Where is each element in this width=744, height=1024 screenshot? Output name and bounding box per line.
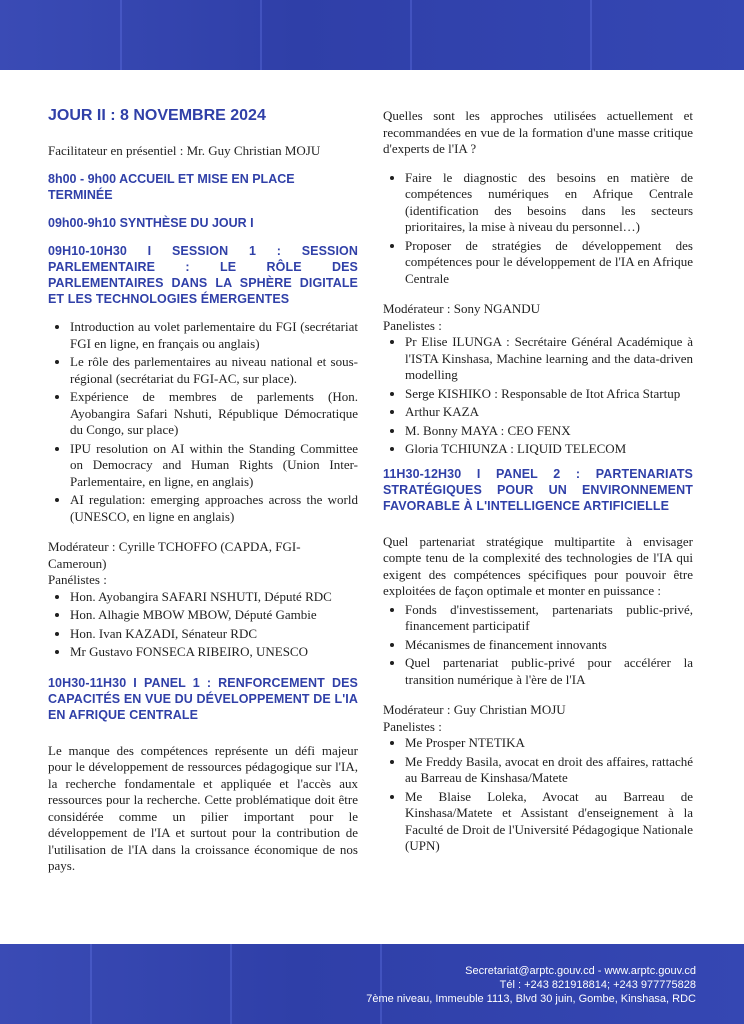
- list-item: • Fonds d'investissement, partenariats public-privé, financement participatif: [405, 602, 693, 635]
- list-item: • Introduction au volet parlementaire du FGI (secrétariat FGI en ligne, en français ou anglais): [70, 319, 358, 352]
- list-item: • Hon. Alhagie MBOW MBOW, Député Gambie: [70, 607, 358, 624]
- list-item: • Expérience de membres de parlements (Hon. Ayobangira Safari Nshuti, République Démocratique du Congo, sur place): [70, 389, 358, 439]
- question1-text: Quelles sont les approches utilisées actuellement et recommandées en vue de la formation d'une masse critique d'experts de l'IA ?: [383, 108, 693, 156]
- list-item: • M. Bonny MAYA : CEO FENX: [405, 423, 693, 440]
- panel1-panelists: [383, 334, 693, 458]
- footer-contact: [366, 964, 696, 1006]
- list-item: • Quel partenariat public-privé pour accélérer la transition numérique à l'ère de l'IA: [405, 655, 693, 688]
- session1-panelists: [48, 589, 358, 661]
- panelists-label: Panélistes :: [48, 572, 107, 587]
- list-item: • IPU resolution on AI within the Standing Committee on Democracy and Human Rights (Union Inter-Parlementaire, en ligne, en anglais): [70, 441, 358, 491]
- facilitator-text: Facilitateur en présentiel : Mr. Guy Christian MOJU: [48, 142, 321, 158]
- question2-list: [383, 602, 693, 689]
- right-column: [383, 108, 693, 869]
- list-item: • Gloria TCHIUNZA : LIQUID TELECOM: [405, 441, 693, 458]
- list-item: • Faire le diagnostic des besoins en matière de compétences numériques en Afrique Centrale (identification des besoins dans les secteurs prioritaires, la mise à niveau du personnel…): [405, 170, 693, 236]
- session1-heading: 09H10-10H30 I SESSION 1 : SESSION PARLEMENTAIRE : LE RÔLE DES PARLEMENTAIRES DANS LA SPHÈRE DIGITALE ET LES TECHNOLOGIES ÉMERGENTES: [48, 244, 358, 306]
- list-item: • Le rôle des parlementaires au niveau national et sous-régional (secrétariat du FGI-AC, sur place).: [70, 354, 358, 387]
- panel1-moderator: Modérateur : Sony NGANDU: [383, 301, 541, 316]
- list-item: • Me Prosper NTETIKA: [405, 735, 693, 752]
- footer-email-web: Secretariat@arptc.gouv.cd - www.arptc.gouv.cd: [465, 965, 696, 977]
- synthesis-heading: 09h00-9h10 SYNTHÈSE DU JOUR I: [48, 216, 254, 230]
- header-band: [0, 0, 744, 70]
- footer-address: 7ème niveau, Immeuble 1113, Blvd 30 juin, Gombe, Kinshasa, RDC: [366, 993, 696, 1005]
- list-item: • Hon. Ayobangira SAFARI NSHUTI, Député RDC: [70, 589, 358, 606]
- list-item: • Arthur KAZA: [405, 404, 693, 421]
- question2-text: Quel partenariat stratégique multipartite à envisager compte tenu de la complexité des technologies de l'IA qui exigent des compétences spécifiques pour pouvoir être exploitées de façon optimale et monter en puissance :: [383, 533, 693, 598]
- question1-list: [383, 170, 693, 288]
- welcome-heading: 8h00 - 9h00 ACCUEIL ET MISE EN PLACE TERMINÉE: [48, 172, 295, 202]
- panel1-heading: 10H30-11H30 I PANEL 1 : RENFORCEMENT DES CAPACITÉS EN VUE DU DÉVELOPPEMENT DE L'IA EN AFRIQUE CENTRALE: [48, 675, 358, 722]
- list-item: • Proposer de stratégies de développement des compétences pour le développement de l'IA en Afrique Centrale: [405, 238, 693, 288]
- panel2-panelists: [383, 735, 693, 855]
- list-item: • Serge KISHIKO : Responsable de Itot Africa Startup: [405, 386, 693, 403]
- session1-moderator: Modérateur : Cyrille TCHOFFO (CAPDA, FGI-Cameroun): [48, 539, 301, 571]
- list-item: • Hon. Ivan KAZADI, Sénateur RDC: [70, 626, 358, 643]
- panel2-heading: 11H30-12H30 I PANEL 2 : PARTENARIATS STRATÉGIQUES POUR UN ENVIRONNEMENT FAVORABLE À L'INTELLIGENCE ARTIFICIELLE: [383, 466, 693, 513]
- session1-list: [48, 319, 358, 525]
- panelists-label: Panelistes :: [383, 317, 442, 333]
- list-item: • Mécanismes de financement innovants: [405, 637, 693, 654]
- panelists-label: Panelistes :: [383, 718, 442, 734]
- footer-phone: Tél : +243 821918814; +243 977775828: [499, 979, 696, 991]
- panel1-text: Le manque des compétences représente un défi majeur pour le développement de ressources pédagogique sur l'IA, la recherche fondamentale et appliquée et l'accès aux ressources pour la recherche. Cette problématique doit être considérée comme un pilier important pour le développement de l'IA et surtout pour la contribution de l'utilisation de l'IA dans la croissance économique de nos pays.: [48, 742, 358, 873]
- list-item: • AI regulation: emerging approaches across the world (UNESCO, en ligne en anglais): [70, 492, 358, 525]
- panel2-moderator: Modérateur : Guy Christian MOJU: [383, 702, 566, 717]
- list-item: • Mr Gustavo FONSECA RIBEIRO, UNESCO: [70, 644, 358, 661]
- list-item: • Pr Elise ILUNGA : Secrétaire Général Académique à l'ISTA Kinshasa, Machine learning and the data-driven modelling: [405, 334, 693, 384]
- day-title: JOUR II : 8 NOVEMBRE 2024: [48, 107, 266, 124]
- list-item: • Me Freddy Basila, avocat en droit des affaires, rattaché au Barreau de Kinshasa/Matete: [405, 754, 693, 787]
- list-item: • Me Blaise Loleka, Avocat au Barreau de Kinshasa/Matete et Assistant d'enseignement à la Faculté de Droit de l'Université Pédagogique Nationale (UPN): [405, 789, 693, 855]
- left-column: [48, 108, 358, 887]
